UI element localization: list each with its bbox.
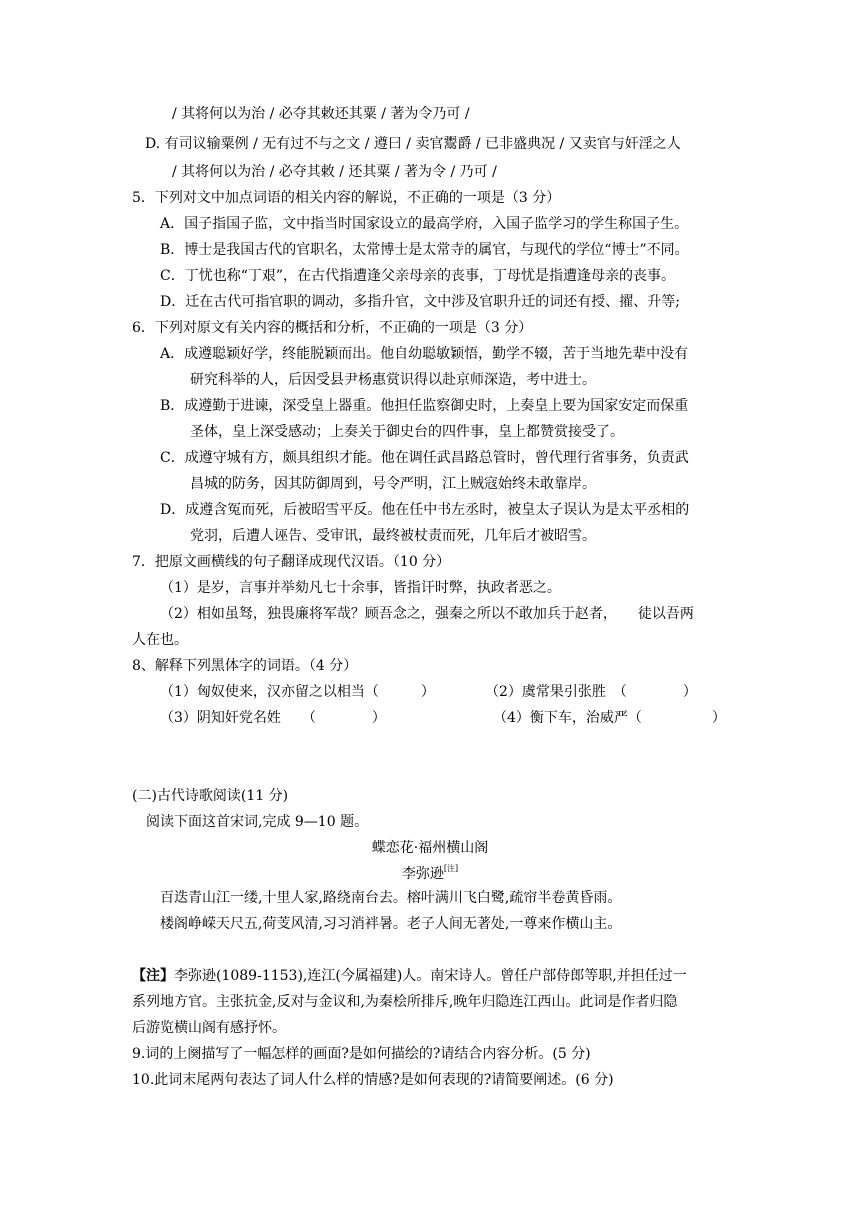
poem-section-heading: (二)古代诗歌阅读(11 分): [132, 788, 289, 804]
poem-author: 李弥逊: [401, 866, 444, 882]
poem-line-1: 百迭青山江一缕,十里人家,路绕南台去。榕叶满川飞白鹭,疏帘半卷黄昏雨。: [160, 890, 622, 906]
q10-stem: 10.此词末尾两句表达了词人什么样的情感?是如何表现的?请简要阐述。(6 分): [132, 1072, 614, 1088]
poem-author-line: [0, 864, 860, 884]
q5-stem: 5．下列对文中加点词语的相关内容的解说，不正确的一项是（3 分）: [132, 190, 561, 206]
q9-stem: 9.词的上阕描写了一幅怎样的画面?是如何描绘的?请结合内容分析。(5 分): [132, 1046, 591, 1062]
poem-title: 蝶恋花·福州横山阁: [371, 840, 489, 856]
poem-note-line-3: 后游览横山阁有感抒怀。: [132, 1020, 286, 1036]
poem-note-text-1: 李弥逊(1089-1153),连江(今属福建)人。南宋诗人。曾任户部侍郎等职,并担任过一: [174, 968, 687, 984]
q7-sentence-2: （2）相如虽驽，独畏廉将军哉？顾吾念之，强秦之所以不敢加兵于赵者， 徒以吾两: [160, 606, 694, 622]
q6-option-b-2: 圣体，皇上深受感动；上奏关于御史台的四件事，皇上都赞赏接受了。: [190, 424, 624, 440]
poem-note-line-2: 系列地方官。主张抗金,反对与金议和,为秦桧所排斥,晚年归隐连江西山。此词是作者归隐: [132, 994, 678, 1010]
q8-item-1: （1）匈奴使来，汉亦留之以相当（ ）: [160, 684, 435, 700]
option-d-line-2: / 其将何以为治 / 必夺其敕 / 还其粟 / 著为令 / 乃可 /: [172, 164, 497, 180]
poem-note-line-1: [132, 966, 687, 986]
option-d-line-1: D. 有司议输粟例 / 无有过不与之文 / 遵曰 / 卖官鬻爵 / 已非盛典况 / 又卖官与奸淫之人: [145, 136, 681, 152]
q6-option-a-1: A．成遵聪颖好学，终能脱颖而出。他自幼聪敏颖悟，勤学不辍，苦于当地先辈中没有: [160, 346, 689, 362]
q7-sentence-1: （1）是岁，言事并举劾凡七十余事，皆指讦时弊，执政者恶之。: [160, 580, 561, 596]
q6-option-d-2: 党羽，后遭人诬告、受审讯，最终被杖责而死，几年后才被昭雪。: [190, 528, 596, 544]
q6-option-c-2: 昌城的防务，因其防御周到，号令严明，江上贼寇始终未敢靠岸。: [190, 476, 596, 492]
option-c-continuation: / 其将何以为治 / 必夺其敕还其粟 / 著为令乃可 /: [172, 106, 470, 122]
q8-item-2: （2）虞常果引张胜 （ ）: [485, 684, 697, 700]
q6-option-a-2: 研究科举的人，后因受县尹杨惠赏识得以赴京师深造，考中进士。: [190, 372, 596, 388]
q6-option-c-1: C．成遵守城有方，颇具组织才能。他在调任武昌路总管时，曾代理行省事务，负责武: [160, 450, 689, 466]
q8-stem: 8、解释下列黑体字的词语。（4 分）: [132, 658, 358, 674]
q5-option-d: D．迁在古代可指官职的调动，多指升官，文中涉及官职升迁的词还有授、擢、升等;: [160, 294, 680, 310]
q7-stem: 7．把原文画横线的句子翻译成现代汉语。（10 分）: [132, 554, 451, 570]
q8-item-4: （4）衡下车，治威严（ ）: [493, 710, 726, 726]
q5-option-a: A．国子指国子监，文中指当时国家设立的最高学府，入国子监学习的学生称国子生。: [160, 216, 689, 232]
q6-option-b-1: B．成遵勤于进谏，深受皇上器重。他担任监察御史时，上奏皇上要为国家安定而保重: [160, 398, 689, 414]
poem-instruction: 阅读下面这首宋词,完成 9—10 题。: [146, 814, 369, 830]
q6-option-d-1: D．成遵含冤而死，后被昭雪平反。他在任中书左丞时，被皇太子误认为是太平丞相的: [160, 502, 690, 518]
q7-sentence-2-cont: 人在也。: [132, 632, 188, 648]
q6-stem: 6．下列对原文有关内容的概括和分析，不正确的一项是（3 分）: [132, 320, 533, 336]
poem-note-label: 【注】: [132, 968, 174, 984]
q5-option-b: B．博士是我国古代的官职名，太常博士是太常寺的属官，与现代的学位“博士”不同。: [160, 242, 689, 258]
q5-option-c: C．丁忧也称“丁艰”，在古代指遭逢父亲母亲的丧事，丁母忧是指遭逢母亲的丧事。: [160, 268, 676, 284]
q8-item-3: （3）阴知奸党名姓 （ ）: [160, 710, 386, 726]
poem-line-2: 楼阁峥嵘天尺五,荷芰风清,习习消袢暑。老子人间无著处,一尊来作横山主。: [160, 916, 622, 932]
poem-author-note-mark: [注]: [443, 864, 459, 873]
